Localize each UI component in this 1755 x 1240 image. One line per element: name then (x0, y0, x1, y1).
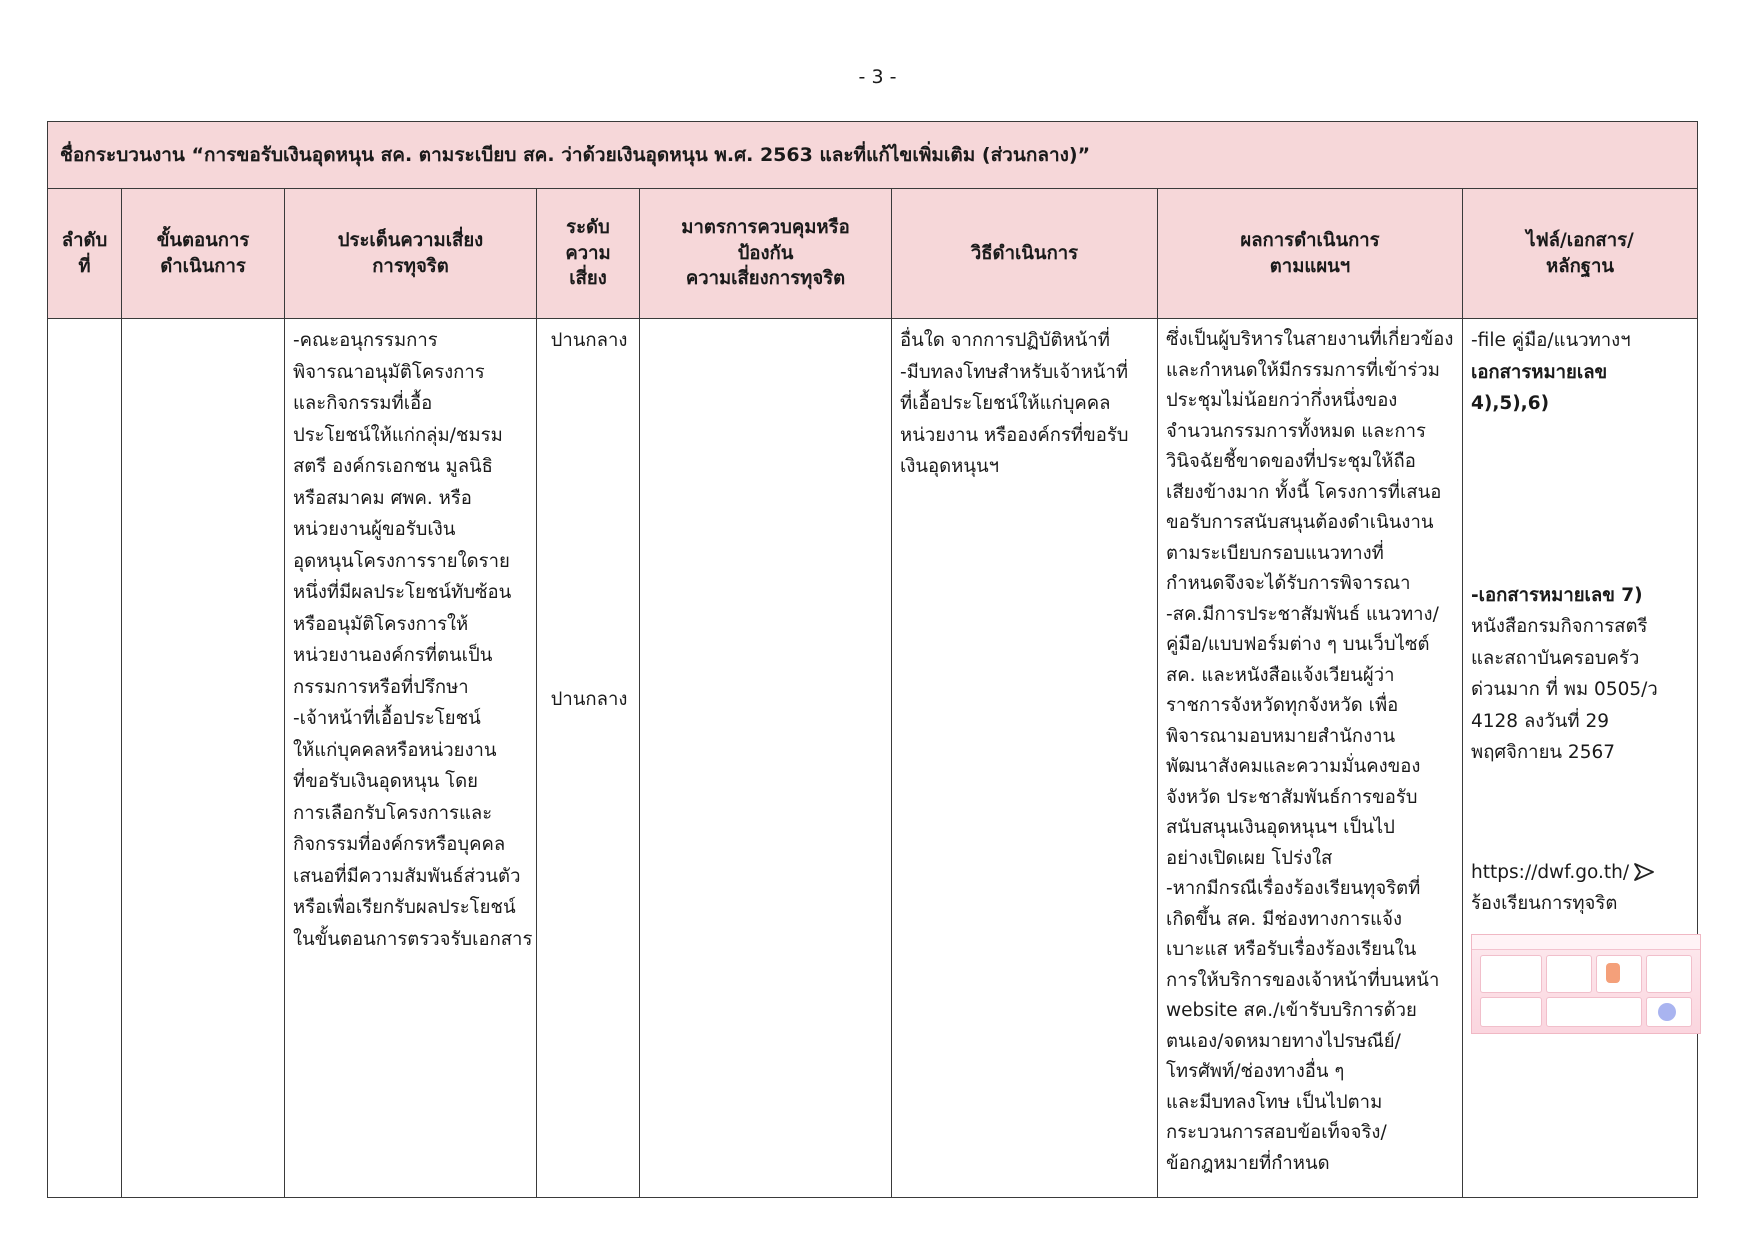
risk-issue-line: -คณะอนุกรรมการ (293, 330, 438, 351)
header-risk-level: ระดับ ความ เสี่ยง (537, 189, 640, 319)
letter-line: 4128 ลงวันที่ 29 (1471, 710, 1609, 732)
result-line: เบาะแส หรือรับเรื่องร้องเรียนใน (1166, 939, 1417, 960)
result-line: กระบวนการสอบข้อเท็จจริง/ (1166, 1122, 1387, 1143)
risk-issue-line: พิจารณาอนุมัติโครงการ (293, 361, 485, 383)
result-line: website สค./เข้ารับบริการด้วย (1166, 1000, 1417, 1021)
result-line: สนับสนุนเงินอุดหนุนฯ เป็นไป (1166, 817, 1395, 838)
cell-evidence (1463, 319, 1698, 1198)
risk-issue-line: และกิจกรรมที่เอื้อ (293, 393, 433, 414)
website-screenshot-thumbnail (1471, 934, 1701, 1034)
method-line: อื่นใด จากการปฏิบัติหน้าที่ (900, 330, 1110, 351)
risk-issue-line: อุดหนุนโครงการรายใดราย (293, 550, 510, 572)
cell-method (892, 319, 1158, 1198)
evidence-doc-no-1b: 4),5),6) (1471, 393, 1550, 414)
method-line: เงินอุดหนุนฯ (900, 456, 1000, 477)
result-line: กำหนดจึงจะได้รับการพิจารณา (1166, 573, 1411, 594)
result-line: โทรศัพท์/ช่องทางอื่น ๆ (1166, 1061, 1345, 1082)
evidence-url-caption: ร้องเรียนการทุจริต (1471, 893, 1618, 914)
result-line: สค. และหนังสือแจ้งเวียนผู้ว่า (1166, 664, 1395, 686)
header-evidence: ไฟล์/เอกสาร/ หลักฐาน (1463, 189, 1698, 319)
risk-issue-line: หรือสมาคม ศพค. หรือ (293, 487, 472, 509)
letter-line: พฤศจิกายน 2567 (1471, 742, 1616, 763)
method-text (900, 325, 1151, 483)
header-result: ผลการดำเนินการ ตามแผนฯ (1158, 189, 1463, 319)
result-line: เกิดขึ้น สค. มีช่องทางการแจ้ง (1166, 908, 1402, 930)
evidence-letter (1471, 611, 1691, 769)
risk-issue-line: -เจ้าหน้าที่เอื้อประโยชน์ (293, 708, 481, 729)
result-line: เสียงข้างมาก ทั้งนี้ โครงการที่เสนอ (1166, 481, 1442, 503)
header-row (48, 189, 1698, 319)
process-title: ชื่อกระบวนงาน “การขอรับเงินอุดหนุน สค. ตามระเบียบ สค. ว่าด้วยเงินอุดหนุน พ.ศ. 2563 และที่แก้ไขเพิ่มเติม (ส่วนกลาง)” (48, 122, 1698, 189)
result-line: และมีบทลงโทษ เป็นไปตาม (1166, 1091, 1383, 1113)
risk-issue-line: หน่วยงานองค์กรที่ตนเป็น (293, 645, 493, 666)
risk-issue-line: สตรี องค์กรเอกชน มูลนิธิ (293, 456, 493, 477)
result-line: และกำหนดให้มีกรรมการที่เข้าร่วม (1166, 359, 1440, 381)
letter-line: และสถาบันครอบครัว (1471, 647, 1640, 669)
method-line: หน่วยงาน หรือองค์กรที่ขอรับ (900, 424, 1129, 446)
evidence-doc-no-2: -เอกสารหมายเลข 7) (1471, 584, 1643, 606)
cell-order (48, 319, 122, 1198)
result-line: ราชการจังหวัดทุกจังหวัด เพื่อ (1166, 695, 1399, 716)
risk-issue-line: กรรมการหรือที่ปรึกษา (293, 676, 469, 698)
risk-issue-line: หรือเพื่อเรียกรับผลประโยชน์ (293, 897, 516, 918)
risk-table (47, 121, 1698, 1198)
result-line: ประชุมไม่น้อยกว่ากึ่งหนึ่งของ (1166, 390, 1398, 411)
result-line: พิจารณามอบหมายสำนักงาน (1166, 725, 1396, 747)
evidence-doc-no-1: เอกสารหมายเลข (1471, 361, 1608, 383)
cell-measures (640, 319, 892, 1198)
table-row (48, 319, 1698, 1198)
result-line: คู่มือ/แบบฟอร์มต่าง ๆ บนเว็บไซต์ (1166, 634, 1430, 655)
header-method: วิธีดำเนินการ (892, 189, 1158, 319)
header-order: ลำดับ ที่ (48, 189, 122, 319)
header-measures: มาตรการควบคุมหรือ ป้องกัน ความเสี่ยงการทุจริต (640, 189, 892, 319)
method-line: -มีบทลงโทษสำหรับเจ้าหน้าที่ (900, 361, 1129, 383)
risk-level-1: ปานกลาง (550, 330, 628, 351)
result-line: พัฒนาสังคมและความมั่นคงของ (1166, 756, 1421, 777)
evidence-file: -file คู่มือ/แนวทางฯ (1471, 330, 1631, 351)
result-line: จำนวนกรรมการทั้งหมด และการ (1166, 420, 1426, 442)
result-line: วินิจฉัยชี้ขาดของที่ประชุมให้ถือ (1166, 451, 1416, 472)
letter-line: ด่วนมาก ที่ พม 0505/ว (1471, 679, 1658, 700)
risk-issue-line: ที่ขอรับเงินอุดหนุน โดย (293, 771, 478, 792)
risk-issue-line: ประโยชน์ให้แก่กลุ่ม/ชมรม (293, 424, 503, 446)
risk-issue-line: เสนอที่มีความสัมพันธ์ส่วนตัว (293, 865, 521, 887)
risk-issue-line: ให้แก่บุคคลหรือหน่วยงาน (293, 739, 497, 761)
risk-issue-line: การเลือกรับโครงการและ (293, 802, 493, 824)
cell-risk-level (537, 319, 640, 1198)
risk-issue-line: กิจกรรมที่องค์กรหรือบุคคล (293, 834, 506, 855)
risk-issue-line: ในขั้นตอนการตรวจรับเอกสาร (293, 928, 533, 950)
result-line: ซึ่งเป็นผู้บริหารในสายงานที่เกี่ยวข้อง (1166, 329, 1454, 350)
result-text (1166, 325, 1456, 1179)
risk-issue-line: หน่วยงานผู้ขอรับเงิน (293, 519, 456, 540)
method-line: ที่เอื้อประโยชน์ให้แก่บุคคล (900, 393, 1111, 414)
result-line: จังหวัด ประชาสัมพันธ์การขอรับ (1166, 786, 1418, 808)
evidence-url[interactable]: https://dwf.go.th/ (1471, 861, 1630, 883)
risk-level-2: ปานกลาง (550, 688, 628, 710)
risk-issue-line: หรืออนุมัติโครงการให้ (293, 613, 469, 635)
result-line: ขอรับการสนับสนุนต้องดำเนินงาน (1166, 512, 1434, 533)
cell-risk-issue (285, 319, 537, 1198)
result-line: -หากมีกรณีเรื่องร้องเรียนทุจริตที่ (1166, 878, 1421, 899)
result-line: ข้อกฎหมายที่กำหนด (1166, 1152, 1330, 1174)
result-line: การให้บริการของเจ้าหน้าที่บนหน้า (1166, 969, 1440, 991)
result-line: อย่างเปิดเผย โปร่งใส (1166, 847, 1333, 869)
page-number: - 3 - (858, 66, 897, 88)
risk-issue-line: หนึ่งที่มีผลประโยชน์ทับซ้อน (293, 582, 512, 603)
letter-line: หนังสือกรมกิจการสตรี (1471, 616, 1648, 637)
evidence-link[interactable] (1471, 857, 1691, 889)
header-step: ขั้นตอนการ ดำเนินการ (122, 189, 285, 319)
result-line: ตนเอง/จดหมายทางไปรษณีย์/ (1166, 1030, 1401, 1052)
header-risk-issue: ประเด็นความเสี่ยง การทุจริต (285, 189, 537, 319)
send-arrow-icon (1633, 862, 1655, 882)
result-line: -สค.มีการประชาสัมพันธ์ แนวทาง/ (1166, 603, 1439, 625)
cell-step (122, 319, 285, 1198)
risk-issue-text (293, 325, 533, 955)
result-line: ตามระเบียบกรอบแนวทางที่ (1166, 542, 1384, 564)
cell-result (1158, 319, 1463, 1198)
